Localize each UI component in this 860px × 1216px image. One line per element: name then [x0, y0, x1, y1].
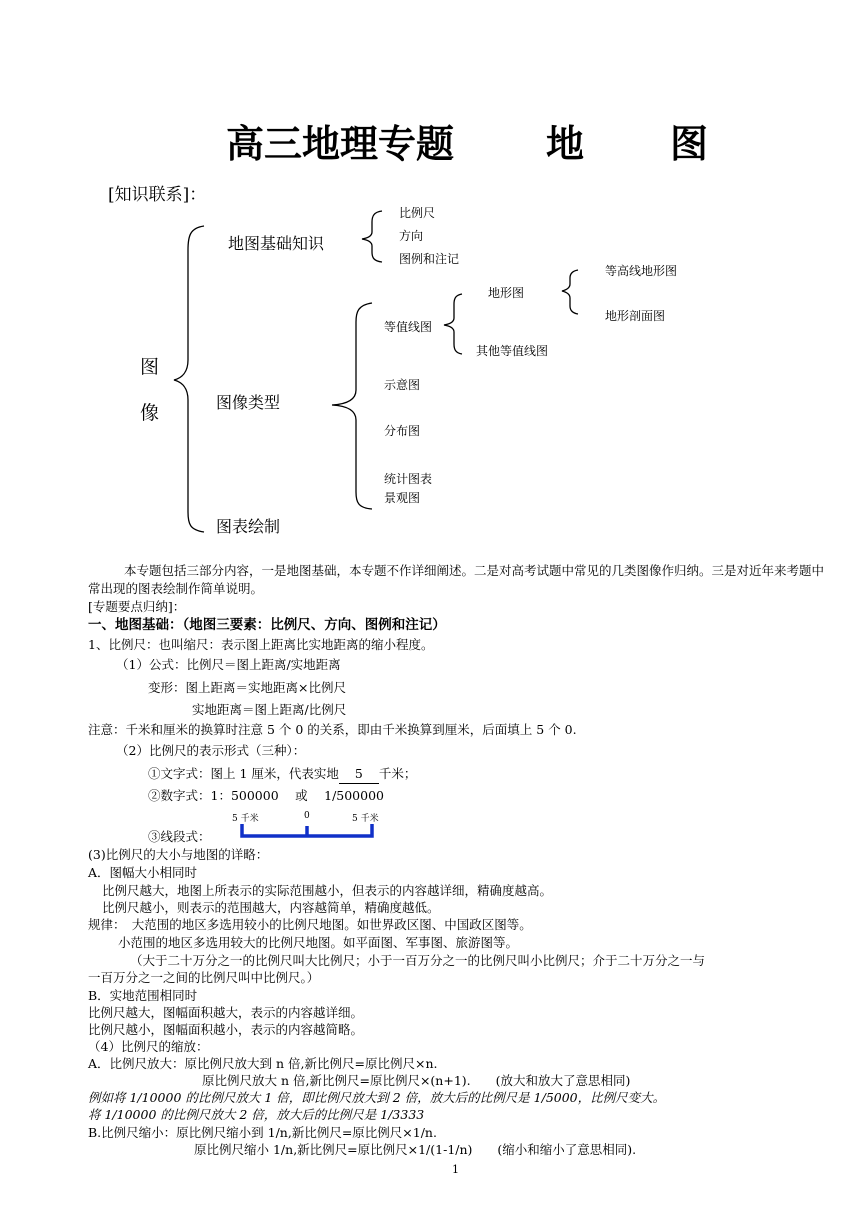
root-char-1: 图 — [140, 356, 160, 378]
brace-root — [174, 226, 204, 532]
line-variant-2: 实地距离＝图上距离/比例尺 — [192, 702, 347, 717]
line-segment-form: ③线段式： — [148, 829, 211, 844]
line-variant-1: 变形：图上距离＝实地距离×比例尺 — [148, 680, 346, 695]
brace-basics — [362, 211, 382, 262]
points-header: [专题要点归纳]： — [88, 599, 186, 614]
line-example-2: 将 1/10000 的比例尺放大 2 倍，放大后的比例尺是 1/3333 — [88, 1107, 425, 1122]
text-form-value: 5 — [339, 765, 379, 784]
brace-terrain — [562, 270, 578, 314]
line-reduce-2: 原比例尺缩小 1/n,新比例尺=原比例尺×1/(1-1/n) (缩小和缩小了意思相同). — [194, 1142, 637, 1157]
line-forms: （2）比例尺的表示形式（三种）： — [116, 743, 306, 758]
line-large-scale: 比例尺越大，地图上所表示的实际范围越小，但表示的内容越详细，精确度越高。 — [102, 883, 553, 898]
line-case-a: A．图幅大小相同时 — [88, 865, 198, 880]
line-zoom-heading: （4）比例尺的缩放： — [88, 1039, 209, 1054]
line-note: 注意：千米和厘米的换算时注意 5 个 0 的关系，即由千米换算到厘米，后面填上 5 个 0. — [88, 722, 577, 737]
node-profile: 地形剖面图 — [605, 309, 666, 323]
scale-tick-right: 5 千米 — [352, 814, 379, 824]
line-enlarge-2: 原比例尺放大 n 倍,新比例尺=原比例尺×(n+1). (放大和放大了意思相同) — [202, 1073, 631, 1088]
node-distribution: 分布图 — [384, 424, 421, 438]
section-1-title: 一、地图基础：（地图三要素：比例尺、方向、图例和注记） — [88, 617, 446, 633]
node-direction: 方向 — [399, 229, 424, 243]
root-char-2: 像 — [140, 402, 160, 424]
node-other-isoline: 其他等值线图 — [476, 344, 549, 358]
node-statistics: 统计图表 — [384, 472, 433, 486]
node-landscape: 景观图 — [384, 491, 421, 505]
line-reduce-1: B.比例尺缩小：原比例尺缩小到 1/n,新比例尺=原比例尺×1/n. — [88, 1125, 437, 1140]
node-drawing: 图表绘制 — [216, 517, 281, 536]
node-types: 图像类型 — [216, 393, 281, 412]
line-rule-2: 小范围的地区多选用较大的比例尺地图。如平面图、军事图、旅游图等。 — [118, 935, 519, 950]
node-isoline: 等值线图 — [384, 320, 433, 334]
node-schematic: 示意图 — [384, 378, 421, 392]
line-case-b-small: 比例尺越小，图幅面积越小，表示的内容越简略。 — [88, 1022, 364, 1037]
line-enlarge-1: A．比例尺放大：原比例尺放大到 n 倍,新比例尺=原比例尺×n. — [88, 1056, 438, 1071]
line-case-b-large: 比例尺越大，图幅面积越大，表示的内容越详细。 — [88, 1005, 364, 1020]
line-example-1: 例如将 1/10000 的比例尺放大 1 倍，即比例尺放大到 2 倍，放大后的比例尺是 1/5000，比例尺变大。 — [88, 1090, 666, 1105]
scale-tick-zero: 0 — [304, 811, 310, 821]
line-classification-1: （大于二十万分之一的比例尺叫大比例尺；小于一百万分之一的比例尺叫小比例尺；介于二十万分之一与 — [130, 953, 706, 968]
node-basics: 地图基础知识 — [228, 234, 325, 253]
line-numeric-form: ②数字式：1：500000 或 1/500000 — [148, 788, 384, 803]
intro-paragraph: 本专题包括三部分内容，一是地图基础，本专题不作详细阐述。二是对高考试题中常见的几类图像作归纳。三是对近年来考题中常出现的图表绘制作简单说明。 — [88, 563, 825, 596]
brace-types — [332, 303, 372, 509]
line-small-scale: 比例尺越小，则表示的范围越大，内容越简单，精确度越低。 — [102, 900, 440, 915]
brace-isoline — [444, 294, 462, 354]
scale-tick-left: 5 千米 — [232, 814, 259, 824]
line-detail-heading: (3)比例尺的大小与地图的详略： — [88, 847, 269, 862]
line-text-form — [148, 765, 416, 784]
node-terrain: 地形图 — [488, 286, 525, 300]
node-contour-map: 等高线地形图 — [605, 264, 678, 278]
line-scale-def: 1、比例尺：也叫缩尺：表示图上距离比实地距离的缩小程度。 — [88, 637, 434, 652]
text-form-suffix: 千米； — [378, 766, 417, 781]
line-formula: （1）公式：比例尺＝图上距离/实地距离 — [116, 657, 341, 672]
page-title: 高三地理专题 — [226, 122, 455, 166]
line-case-b: B．实地范围相同时 — [88, 988, 198, 1003]
node-legend: 图例和注记 — [399, 252, 460, 266]
node-scale: 比例尺 — [399, 206, 436, 220]
knowledge-header: [知识联系]： — [108, 185, 207, 205]
page-subtitle: 地 图 — [546, 122, 733, 166]
line-classification-2: 一百万分之一之间的比例尺叫中比例尺。） — [88, 970, 320, 985]
text-form-prefix: ①文字式：图上 1 厘米，代表实地 — [148, 766, 339, 781]
line-rule-1: 规律： 大范围的地区多选用较小的比例尺地图。如世界政区图、中国政区图等。 — [88, 917, 532, 932]
page-number: 1 — [452, 1163, 459, 1176]
